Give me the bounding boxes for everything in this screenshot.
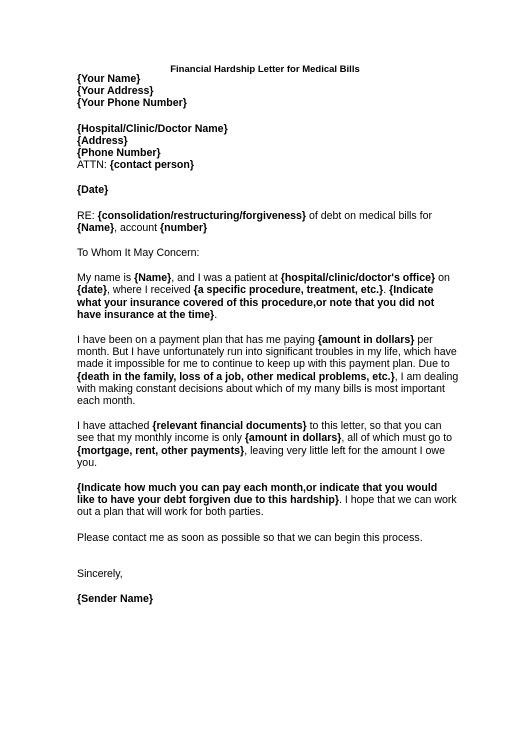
paragraph-4: {Indicate how much you can pay each month,or indicate that you would like to have your debt forgiven due to this hardship}. I hope that we can work out a plan that will work for both parties. [77,482,457,519]
letter-title: Financial Hardship Letter for Medical Bills [170,64,360,75]
sender-name: {Your Name} [77,73,141,85]
re-name: {Name} [77,221,115,234]
recipient-name: {Hospital/Clinic/Doctor Name} [77,122,228,135]
closing: Sincerely, [77,567,123,580]
recipient-block [77,123,449,172]
re-prefix: RE: [77,209,98,222]
paragraph-2: I have been on a payment plan that has me paying {amount in dollars} per month. But I have unfortunately run into significant troubles in my life, which have made it impossible for me to continue to keep up with this payment plan. Due to {death in the family, loss of a job, other medical problems, etc.}, I am dealing with making constant decisions about which of my many bills is most important each month. [77,334,459,408]
paragraph-5: Please contact me as soon as possible so that we can begin this process. [77,531,423,544]
sender-block [77,73,449,110]
recipient-phone: {Phone Number} [77,147,161,160]
salutation: To Whom It May Concern: [77,247,200,260]
attn-contact: {contact person} [109,159,194,172]
re-line [77,210,449,234]
signature: {Sender Name} [77,593,153,606]
letter-body [77,73,459,606]
re-purpose: {consolidation/restructuring/forgiveness} [97,209,306,222]
paragraph-1: My name is {Name}, and I was a patient at {hospital/clinic/doctor's office} on {date}, where I received {a specific procedure, treatment, etc.}. {Indicate what your insurance covered of this procedure,or note that you did not have insurance at the time}. [77,272,450,321]
date-line: {Date} [77,184,109,197]
sender-phone: {Your Phone Number} [77,97,187,110]
sender-address: {Your Address} [77,85,154,98]
paragraph-3: I have attached {relevant financial documents} to this letter, so that you can see that my monthly income is only {amount in dollars}, all of which must go to {mortgage, rent, other payments}, leaving very little left for the amount I owe you. [77,420,453,469]
re-account-number: {number} [160,221,208,234]
attn-line [77,159,449,171]
re-account-text: , account [114,221,161,234]
attn-label: ATTN: [77,159,110,172]
recipient-address: {Address} [77,134,128,147]
re-text: of debt on medical bills for [306,209,433,222]
